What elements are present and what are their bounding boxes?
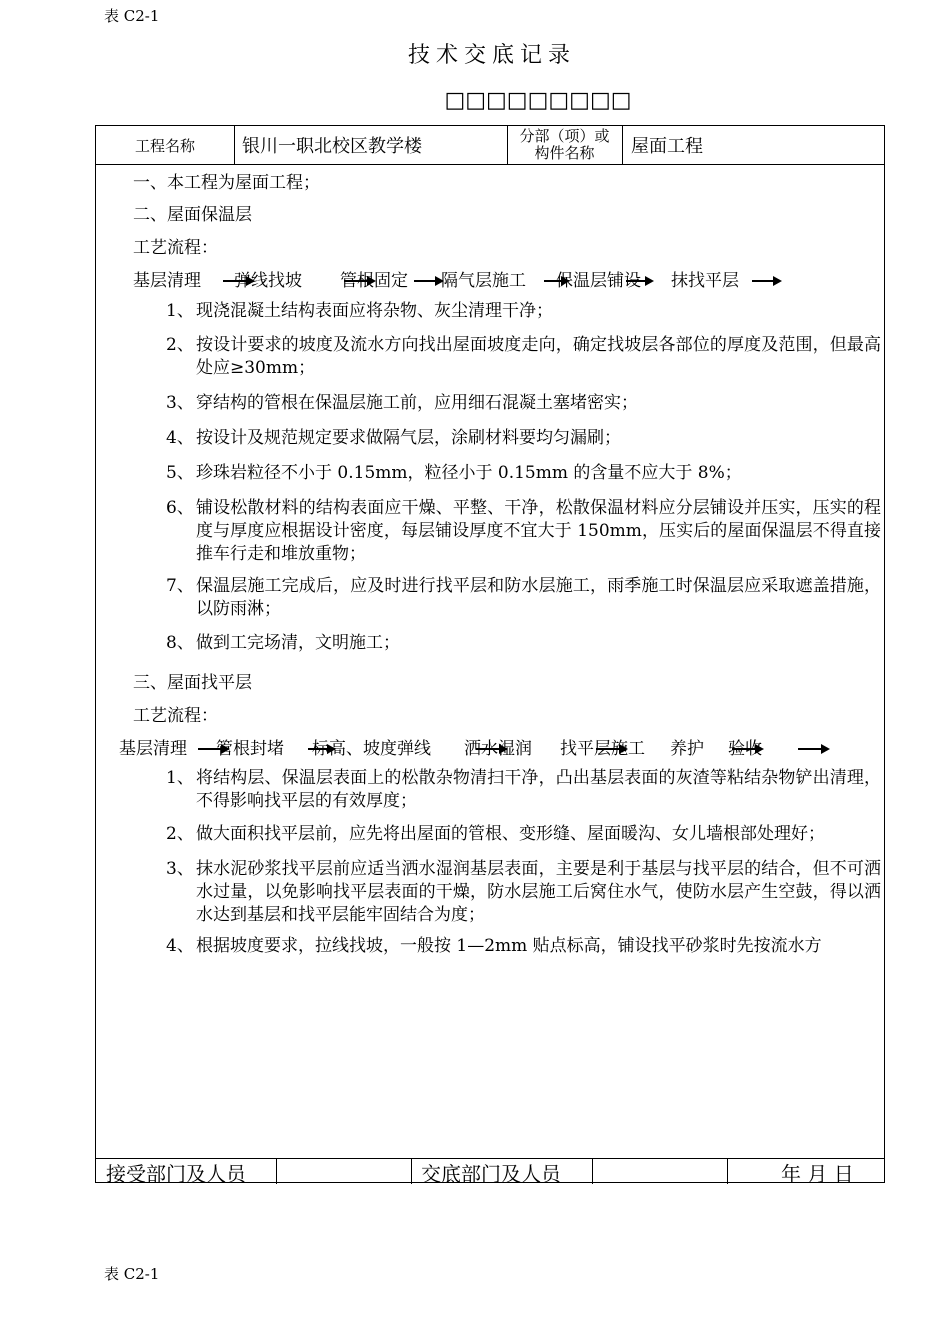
item-number: 3、: [166, 859, 194, 879]
item-text: 做到工完场清，文明施工；: [196, 633, 400, 653]
item-number: 4、: [166, 428, 194, 448]
section-heading: 三、屋面找平层: [133, 673, 252, 693]
item-text: 保温层施工完成后，应及时进行找平层和防水层施工，雨季施工时保温层应采取遮盖措施，以防雨淋；: [196, 576, 881, 619]
flow-step: 验收: [728, 739, 762, 759]
flow-step: 隔气层施工: [441, 271, 526, 291]
item-number: 1、: [166, 301, 194, 321]
item-number: 7、: [166, 576, 194, 596]
item-number: 6、: [166, 498, 194, 518]
discloser-label: 交底部门及人员: [421, 1161, 561, 1186]
list-item: [166, 462, 881, 485]
disclosure-form: [95, 125, 885, 1186]
flow-step: 养护: [670, 739, 704, 759]
item-number: 8、: [166, 633, 194, 653]
item-number: 3、: [166, 393, 194, 413]
header-col-divider: [622, 126, 623, 164]
flow-label: 工艺流程：: [133, 238, 218, 258]
project-name-label: 工程名称: [134, 136, 195, 155]
page-title: 技术交底记录: [407, 43, 576, 68]
form-number-footer: 表 C2-1: [104, 1265, 160, 1283]
item-text: 现浇混凝土结构表面应将杂物、灰尘清理干净；: [196, 301, 553, 321]
item-text: 根据坡度要求，拉线找坡，一般按 1—2mm 贴点标高，铺设找平砂浆时先按流水方: [196, 936, 822, 956]
part-name-label-line2: 构件名称: [534, 144, 595, 162]
list-item: [166, 497, 881, 566]
list-item: [166, 575, 881, 621]
flow-step: 管根封堵: [216, 739, 284, 759]
flow-step: 洒水湿润: [464, 739, 532, 759]
item-text: 珍珠岩粒径不小于 0.15mm，粒径小于 0.15mm 的含量不应大于 8%；: [196, 463, 742, 483]
flow-step: 管根固定: [340, 271, 408, 291]
item-text: 按设计及规范规定要求做隔气层，涂刷材料要均匀漏刷；: [196, 428, 621, 448]
item-number: 4、: [166, 936, 194, 956]
item-text: 将结构层、保温层表面上的松散杂物清扫干净，凸出基层表面的灰渣等粘结杂物铲出清理，不得影响找平层的有效厚度；: [196, 768, 881, 811]
flow-step: 基层清理: [133, 271, 201, 291]
flow-step: 标高、坡度弹线: [312, 739, 431, 759]
part-name-value: 屋面工程: [631, 136, 703, 157]
footer-col-divider: [276, 1158, 277, 1184]
part-name-label-line1: 分部（项）或: [519, 127, 610, 145]
item-number: 1、: [166, 768, 194, 788]
item-number: 2、: [166, 335, 194, 355]
arrow-icon: [626, 280, 652, 282]
section-heading: 二、屋面保温层: [133, 205, 252, 225]
page-subtitle: □□□□□□□□□: [444, 88, 632, 113]
date-label: 年 月 日: [781, 1161, 854, 1186]
item-text: 按设计要求的坡度及流水方向找出屋面坡度走向，确定找坡层各部位的厚度及范围，但最高处应≥30mm；: [196, 335, 881, 378]
receiver-label: 接受部门及人员: [106, 1161, 246, 1186]
arrow-icon: [798, 748, 828, 750]
flow-step: 找平层施工: [560, 739, 645, 759]
arrow-icon: [752, 280, 780, 282]
item-text: 抹水泥砂浆找平层前应适当洒水湿润基层表面，主要是利于基层与找平层的结合，但不可洒水过量，以免影响找平层表面的干燥，防水层施工后窝住水气，使防水层产生空鼓，得以洒水达到基层和找平层能牢固结合为度；: [196, 859, 881, 925]
flow-label: 工艺流程：: [133, 706, 218, 726]
project-name-value: 银川一职北校区教学楼: [242, 136, 422, 157]
list-item: [166, 334, 881, 380]
list-item: [166, 935, 881, 958]
footer-col-divider: [592, 1158, 593, 1184]
header-divider: [96, 164, 884, 165]
flow-step: 基层清理: [119, 739, 187, 759]
footer-col-divider: [727, 1158, 728, 1184]
item-number: 5、: [166, 463, 194, 483]
part-name-label: [507, 126, 622, 164]
section-heading: 一、本工程为屋面工程；: [133, 173, 320, 193]
list-item: [166, 823, 881, 846]
discloser-field[interactable]: [597, 1160, 722, 1184]
form-number: 表 C2-1: [104, 7, 160, 25]
list-item: [166, 632, 881, 655]
flow-step: 弹线找坡: [234, 271, 302, 291]
item-text: 铺设松散材料的结构表面应干燥、平整、干净，松散保温材料应分层铺设并压实，压实的程度与厚度应根据设计密度，每层铺设厚度不宜大于 150mm，压实后的屋面保温层不得直接推车行走和堆放重物；: [196, 498, 881, 564]
flow-step: 保温层铺设: [556, 271, 641, 291]
list-item: [166, 858, 881, 927]
arrow-icon: [414, 280, 442, 282]
list-item: [166, 300, 881, 323]
header-col-divider: [234, 126, 235, 164]
list-item: [166, 427, 881, 450]
item-text: 穿结构的管根在保温层施工前，应用细石混凝土塞堵密实；: [196, 393, 638, 413]
flow-step: 抹找平层: [671, 271, 739, 291]
list-item: [166, 767, 881, 813]
footer-col-divider: [411, 1158, 412, 1184]
receiver-field[interactable]: [281, 1160, 406, 1184]
item-number: 2、: [166, 824, 194, 844]
item-text: 做大面积找平层前，应先将出屋面的管根、变形缝、屋面暖沟、女儿墙根部处理好；: [196, 824, 825, 844]
list-item: [166, 392, 881, 415]
